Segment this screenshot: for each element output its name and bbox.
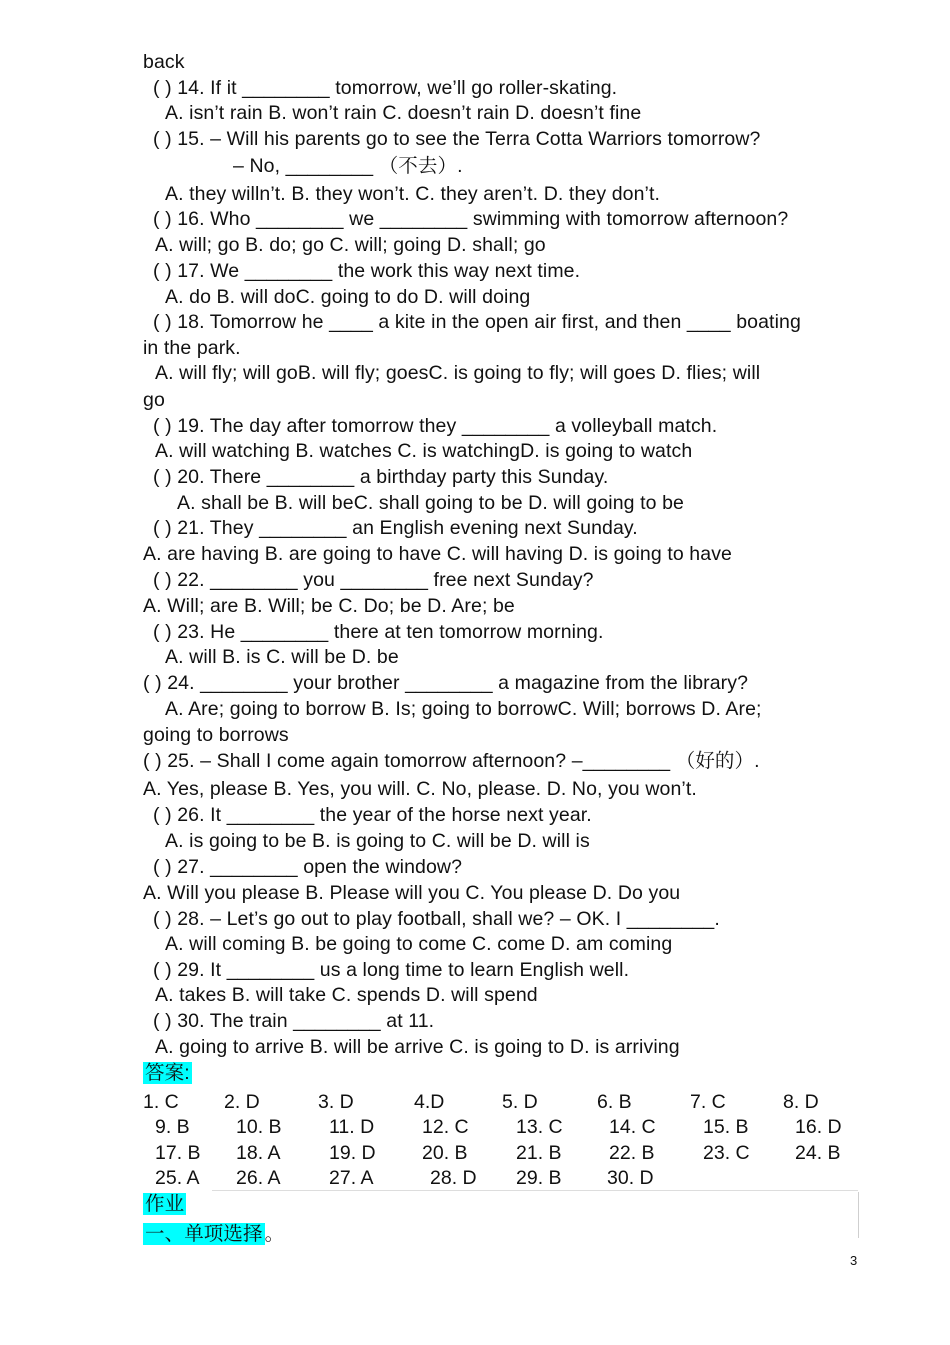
divider	[858, 1192, 859, 1238]
options-27: A. Will you please B. Please will you C. You please D. Do you	[143, 882, 681, 904]
options-20: A. shall be B. will beC. shall going to be D. will going to be	[177, 492, 684, 514]
question-18-cont: in the park.	[143, 337, 241, 359]
page-number: 3	[850, 1253, 858, 1268]
answers-heading	[143, 1061, 192, 1085]
options-18-cont: go	[143, 389, 165, 411]
question-25: ( ) 25. – Shall I come again tomorrow afternoon? –________ （好的）.	[143, 750, 760, 772]
section-heading-punct: 。	[264, 1223, 285, 1245]
answer-item: 27. A	[329, 1167, 374, 1189]
options-21: A. are having B. are going to have C. will having D. is going to have	[143, 543, 732, 565]
answer-item: 13. C	[516, 1116, 563, 1138]
answer-item: 17. B	[155, 1142, 201, 1164]
answers-heading-text: 答案:	[145, 1062, 190, 1084]
question-17: ( ) 17. We ________ the work this way next time.	[153, 260, 581, 282]
question-21: ( ) 21. They ________ an English evening next Sunday.	[153, 517, 638, 539]
section-heading-text: 一、单项选择	[145, 1223, 263, 1245]
question-27: ( ) 27. ________ open the window?	[153, 856, 463, 878]
question-24: ( ) 24. ________ your brother ________ a magazine from the library?	[143, 672, 749, 694]
answer-item: 30. D	[607, 1167, 654, 1189]
options-30: A. going to arrive B. will be arrive C. is going to D. is arriving	[155, 1036, 680, 1058]
answer-item: 14. C	[609, 1116, 656, 1138]
options-17: A. do B. will doC. going to do D. will doing	[165, 286, 531, 308]
section-heading	[143, 1222, 284, 1246]
options-22: A. Will; are B. Will; be C. Do; be D. Are; be	[143, 595, 515, 617]
question-15-reply: – No, ________ （不去）.	[233, 155, 463, 177]
answer-item: 1. C	[143, 1091, 179, 1113]
answer-item: 10. B	[236, 1116, 282, 1138]
answer-item: 26. A	[236, 1167, 281, 1189]
answer-item: 29. B	[516, 1167, 562, 1189]
question-15: ( ) 15. – Will his parents go to see the Terra Cotta Warriors tomorrow?	[153, 128, 761, 150]
options-14: A. isn’t rain B. won’t rain C. doesn’t rain D. doesn’t fine	[165, 102, 642, 124]
question-18: ( ) 18. Tomorrow he ____ a kite in the open air first, and then ____ boating	[153, 311, 801, 333]
options-19: A. will watching B. watches C. is watchingD. is going to watch	[155, 440, 693, 462]
answer-item: 15. B	[703, 1116, 749, 1138]
options-24: A. Are; going to borrow B. Is; going to borrowC. Will; borrows D. Are;	[165, 698, 762, 720]
options-29: A. takes B. will take C. spends D. will spend	[155, 984, 538, 1006]
homework-heading	[143, 1192, 186, 1216]
answer-item: 22. B	[609, 1142, 655, 1164]
question-29: ( ) 29. It ________ us a long time to learn English well.	[153, 959, 630, 981]
answer-item: 8. D	[783, 1091, 819, 1113]
answer-item: 7. C	[690, 1091, 726, 1113]
answer-item: 24. B	[795, 1142, 841, 1164]
answer-item: 3. D	[318, 1091, 354, 1113]
answer-item: 11. D	[329, 1116, 375, 1138]
question-22: ( ) 22. ________ you ________ free next Sunday?	[153, 569, 594, 591]
answer-item: 18. A	[236, 1142, 281, 1164]
divider	[212, 1190, 858, 1191]
answer-item: 4.D	[414, 1091, 445, 1113]
answer-item: 9. B	[155, 1116, 190, 1138]
text-line: back	[143, 51, 185, 73]
question-19: ( ) 19. The day after tomorrow they ________ a volleyball match.	[153, 415, 718, 437]
options-25: A. Yes, please B. Yes, you will. C. No, please. D. No, you won’t.	[143, 778, 697, 800]
options-23: A. will B. is C. will be D. be	[165, 646, 399, 668]
question-28: ( ) 28. – Let’s go out to play football, shall we? – OK. I ________.	[153, 908, 720, 930]
answer-item: 16. D	[795, 1116, 842, 1138]
answer-item: 12. C	[422, 1116, 469, 1138]
homework-heading-text: 作业	[145, 1193, 185, 1215]
options-28: A. will coming B. be going to come C. come D. am coming	[165, 933, 673, 955]
question-23: ( ) 23. He ________ there at ten tomorrow morning.	[153, 621, 604, 643]
options-18: A. will fly; will goB. will fly; goesC. is going to fly; will goes D. flies; will	[155, 362, 761, 384]
answer-item: 25. A	[155, 1167, 200, 1189]
question-16: ( ) 16. Who ________ we ________ swimming with tomorrow afternoon?	[153, 208, 789, 230]
question-20: ( ) 20. There ________ a birthday party this Sunday.	[153, 466, 609, 488]
answer-item: 5. D	[502, 1091, 538, 1113]
options-24-cont: going to borrows	[143, 724, 289, 746]
options-16: A. will; go B. do; go C. will; going D. shall; go	[155, 234, 546, 256]
answer-item: 28. D	[430, 1167, 477, 1189]
answer-item: 2. D	[224, 1091, 260, 1113]
answer-item: 23. C	[703, 1142, 750, 1164]
options-15: A. they willn’t. B. they won’t. C. they aren’t. D. they don’t.	[165, 183, 661, 205]
answer-item: 21. B	[516, 1142, 562, 1164]
options-26: A. is going to be B. is going to C. will be D. will is	[165, 830, 590, 852]
question-14: ( ) 14. If it ________ tomorrow, we’ll go roller-skating.	[153, 77, 618, 99]
answer-item: 20. B	[422, 1142, 468, 1164]
question-26: ( ) 26. It ________ the year of the horse next year.	[153, 804, 592, 826]
answer-item: 19. D	[329, 1142, 376, 1164]
answer-item: 6. B	[597, 1091, 632, 1113]
question-30: ( ) 30. The train ________ at 11.	[153, 1010, 435, 1032]
